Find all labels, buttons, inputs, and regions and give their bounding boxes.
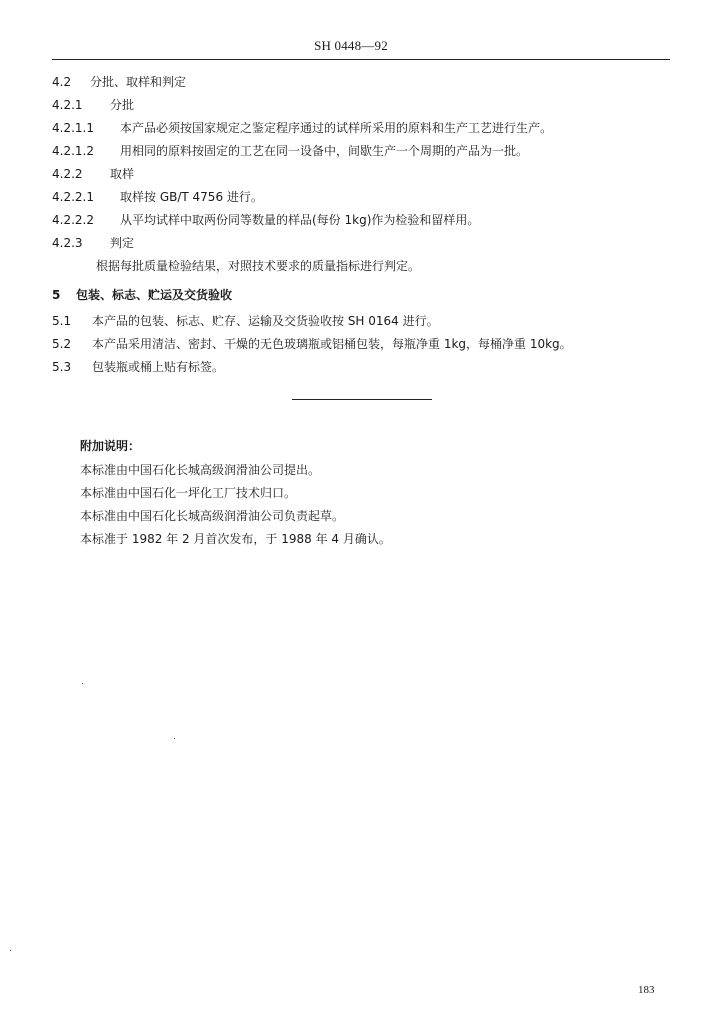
section-text: 包装瓶或桶上贴有标签。 [92,360,225,374]
section-text: 用相同的原料按固定的工艺在同一设备中，间歇生产一个周期的产品为一批。 [120,144,529,158]
section-number: 4.2.2.1 [52,190,94,204]
section-text: 本产品采用清洁、密封、干燥的无色玻璃瓶或铝桶包装，每瓶净重 1kg，每桶净重 10kg。 [92,337,572,351]
section-4-2-2 [52,166,134,182]
section-number: 4.2.1.1 [52,121,94,135]
section-text: 本产品必须按国家规定之鉴定程序通过的试样所采用的原料和生产工艺进行生产。 [120,121,553,135]
notes-line: 本标准由中国石化一坪化工厂技术归口。 [80,486,297,500]
section-4-2-1-2 [52,143,528,159]
section-4-2-1 [52,97,134,113]
section-4-2-3 [52,235,134,251]
section-4-2-3-body [96,258,420,274]
notes-line: 本标准由中国石化长城高级润滑油公司提出。 [80,463,321,477]
scan-speck [10,950,11,951]
page-number: 183 [638,984,655,996]
section-text: 取样 [110,167,135,181]
section-4-2 [52,74,186,90]
notes-line: 本标准由中国石化长城高级润滑油公司负责起草。 [80,509,345,523]
section-number: 4.2.2.2 [52,213,94,227]
scan-speck [174,738,175,739]
standard-code-header: SH 0448—92 [314,38,388,53]
section-number: 5.3 [52,360,72,374]
section-4-2-1-1 [52,120,552,136]
section-4-2-2-1 [52,189,263,205]
section-number: 4.2.1.2 [52,144,94,158]
section-number: 4.2.2 [52,167,83,181]
section-number: 5.1 [52,314,72,328]
section-number: 5 [52,288,61,302]
section-text: 本产品的包装、标志、贮存、运输及交货验收按 SH 0164 进行。 [92,314,439,328]
notes-line: 本标准于 1982 年 2 月首次发布，于 1988 年 4 月确认。 [80,532,391,546]
section-5 [52,287,232,303]
section-number: 4.2 [52,75,72,89]
section-4-2-2-2 [52,212,479,228]
header-rule [52,59,670,60]
section-text: 包装、标志、贮运及交货验收 [76,288,233,302]
scan-speck [82,683,83,684]
notes-title: 附加说明： [80,439,141,453]
section-text: 分批、取样和判定 [90,75,187,89]
section-text: 判定 [110,236,135,250]
section-text: 从平均试样中取两份同等数量的样品(每份 1kg)作为检验和留样用。 [120,213,480,227]
section-5-1 [52,313,439,329]
separator-rule [292,399,432,400]
section-5-2 [52,336,572,352]
section-number: 5.2 [52,337,72,351]
section-number: 4.2.1 [52,98,83,112]
section-number: 4.2.3 [52,236,83,250]
section-5-3 [52,359,224,375]
section-text: 取样按 GB/T 4756 进行。 [120,190,263,204]
section-text: 根据每批质量检验结果，对照技术要求的质量指标进行判定。 [96,259,421,273]
section-text: 分批 [110,98,135,112]
